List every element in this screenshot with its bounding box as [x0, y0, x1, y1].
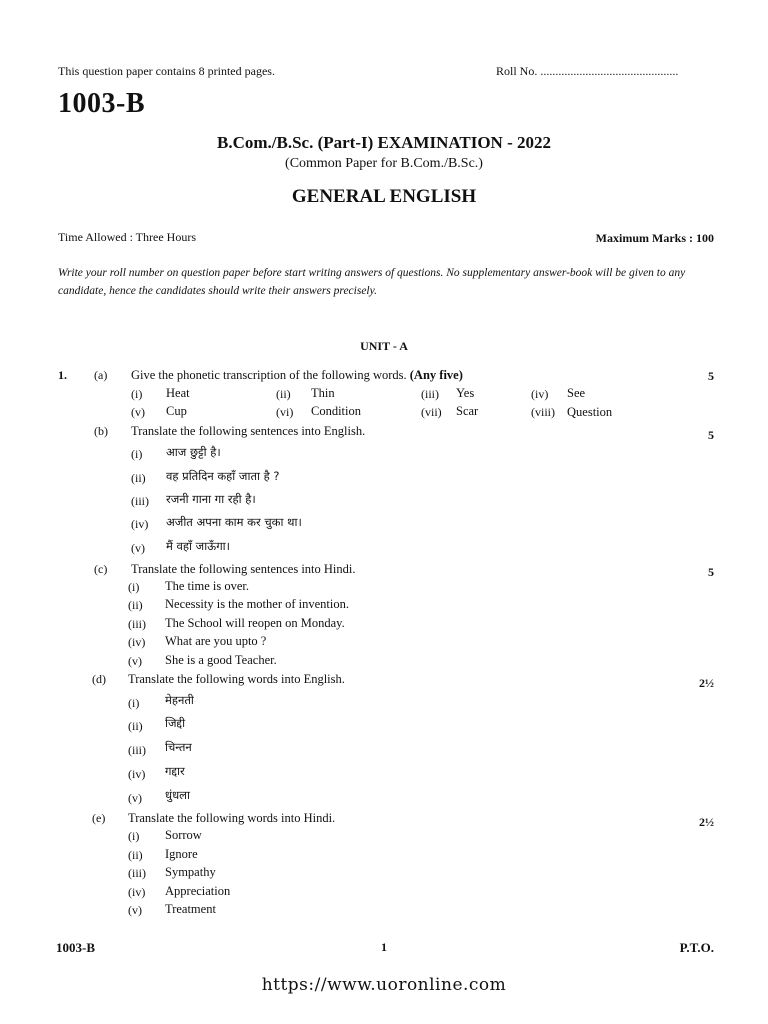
- hindi-sentence: आज छुट्टी है।: [166, 445, 221, 459]
- word: Cup: [166, 404, 187, 418]
- part-d-text: Translate the following words into English.: [128, 672, 345, 686]
- english-sentence: What are you upto ?: [165, 634, 267, 648]
- item-number: (ii): [128, 848, 143, 862]
- hindi-word: मेहनती: [165, 693, 194, 707]
- item-number: (iv): [131, 517, 149, 531]
- hindi-word: गद्दार: [165, 764, 185, 778]
- english-sentence: Necessity is the mother of invention.: [165, 597, 349, 611]
- item-number: (v): [128, 791, 142, 805]
- part-b-text: Translate the following sentences into English.: [131, 424, 366, 438]
- hindi-sentence: रजनी गाना गा रही है।: [166, 492, 256, 506]
- word-number: (iii): [421, 387, 439, 401]
- part-a-label: (a): [94, 368, 108, 382]
- word-number: (vi): [276, 405, 294, 419]
- question-number: 1.: [58, 368, 67, 382]
- part-e-text: Translate the following words into Hindi.: [128, 811, 336, 825]
- item-number: (iii): [128, 866, 146, 880]
- subject-title: GENERAL ENGLISH: [291, 186, 477, 207]
- part-b-label: (b): [94, 424, 108, 438]
- item-number: (i): [128, 829, 140, 843]
- exam-title: B.Com./B.Sc. (Part-I) EXAMINATION - 2022: [217, 133, 551, 152]
- english-sentence: The School will reopen on Monday.: [165, 616, 345, 630]
- word: Condition: [311, 404, 362, 418]
- word: Scar: [456, 404, 479, 418]
- part-c-marks: 5: [708, 565, 714, 579]
- part-a-text: Give the phonetic transcription of the following words.: [131, 368, 407, 382]
- word: See: [567, 386, 586, 400]
- hindi-word: चिन्तन: [165, 740, 192, 754]
- hindi-word: जिद्दी: [165, 716, 186, 730]
- item-number: (i): [128, 580, 140, 594]
- item-number: (v): [128, 903, 142, 917]
- word: Thin: [311, 386, 335, 400]
- item-number: (iii): [131, 494, 149, 508]
- page-number: 1: [381, 940, 387, 954]
- word-number: (vii): [421, 405, 442, 419]
- pto-label: P.T.O.: [679, 940, 714, 955]
- website-url[interactable]: https://www.uoronline.com: [261, 975, 507, 995]
- english-word: Appreciation: [165, 884, 231, 898]
- hindi-sentence: वह प्रतिदिन कहाँ जाता है ?: [166, 469, 280, 483]
- item-number: (v): [128, 654, 142, 668]
- item-number: (i): [128, 696, 140, 710]
- item-number: (v): [131, 541, 145, 555]
- item-number: (iii): [128, 617, 146, 631]
- part-d-label: (d): [92, 672, 106, 686]
- item-number: (ii): [131, 471, 146, 485]
- hindi-word: धुंधला: [165, 788, 190, 802]
- part-e-marks: 2½: [699, 815, 714, 829]
- word: Question: [567, 405, 613, 419]
- english-word: Ignore: [165, 847, 198, 861]
- part-c-text: Translate the following sentences into Hindi.: [131, 562, 356, 576]
- time-allowed: Time Allowed : Three Hours: [58, 230, 196, 244]
- part-a-marks: 5: [708, 369, 714, 383]
- item-number: (ii): [128, 598, 143, 612]
- item-number: (iii): [128, 743, 146, 757]
- common-paper-note: (Common Paper for B.Com./B.Sc.): [285, 156, 483, 171]
- word: Yes: [456, 386, 475, 400]
- item-number: (iv): [128, 767, 146, 781]
- word: Heat: [166, 386, 190, 400]
- instructions: Write your roll number on question paper before start writing answers of questions. No supplementary answer-book will be given to any candidate, hence the candidates should write their answers precisely.: [58, 267, 686, 297]
- english-word: Treatment: [165, 902, 216, 916]
- english-word: Sorrow: [165, 828, 202, 842]
- english-sentence: The time is over.: [165, 579, 250, 593]
- part-d-marks: 2½: [699, 676, 714, 690]
- word-number: (v): [131, 405, 145, 419]
- item-number: (iv): [128, 635, 146, 649]
- part-a-question: [131, 368, 463, 383]
- hindi-sentence: मैं वहाँ जाऊँगा।: [166, 539, 231, 553]
- footer-paper-code: 1003-B: [56, 940, 95, 955]
- item-number: (i): [131, 447, 143, 461]
- unit-heading: UNIT - A: [360, 339, 408, 353]
- maximum-marks: Maximum Marks : 100: [595, 231, 714, 245]
- paper-code: 1003-B: [58, 88, 145, 119]
- part-a-note: (Any five): [409, 368, 463, 382]
- english-word: Sympathy: [165, 865, 216, 879]
- roll-no-field: Roll No. ..............................................: [496, 64, 679, 78]
- part-b-marks: 5: [708, 428, 714, 442]
- item-number: (iv): [128, 885, 146, 899]
- part-e-label: (e): [92, 811, 106, 825]
- word-number: (iv): [531, 387, 549, 401]
- word-number: (i): [131, 387, 143, 401]
- pages-note: This question paper contains 8 printed pages.: [58, 64, 275, 78]
- hindi-sentence: अजीत अपना काम कर चुका था।: [166, 515, 302, 529]
- item-number: (ii): [128, 719, 143, 733]
- english-sentence: She is a good Teacher.: [165, 653, 277, 667]
- part-c-label: (c): [94, 562, 108, 576]
- word-number: (viii): [531, 405, 555, 419]
- word-number: (ii): [276, 387, 291, 401]
